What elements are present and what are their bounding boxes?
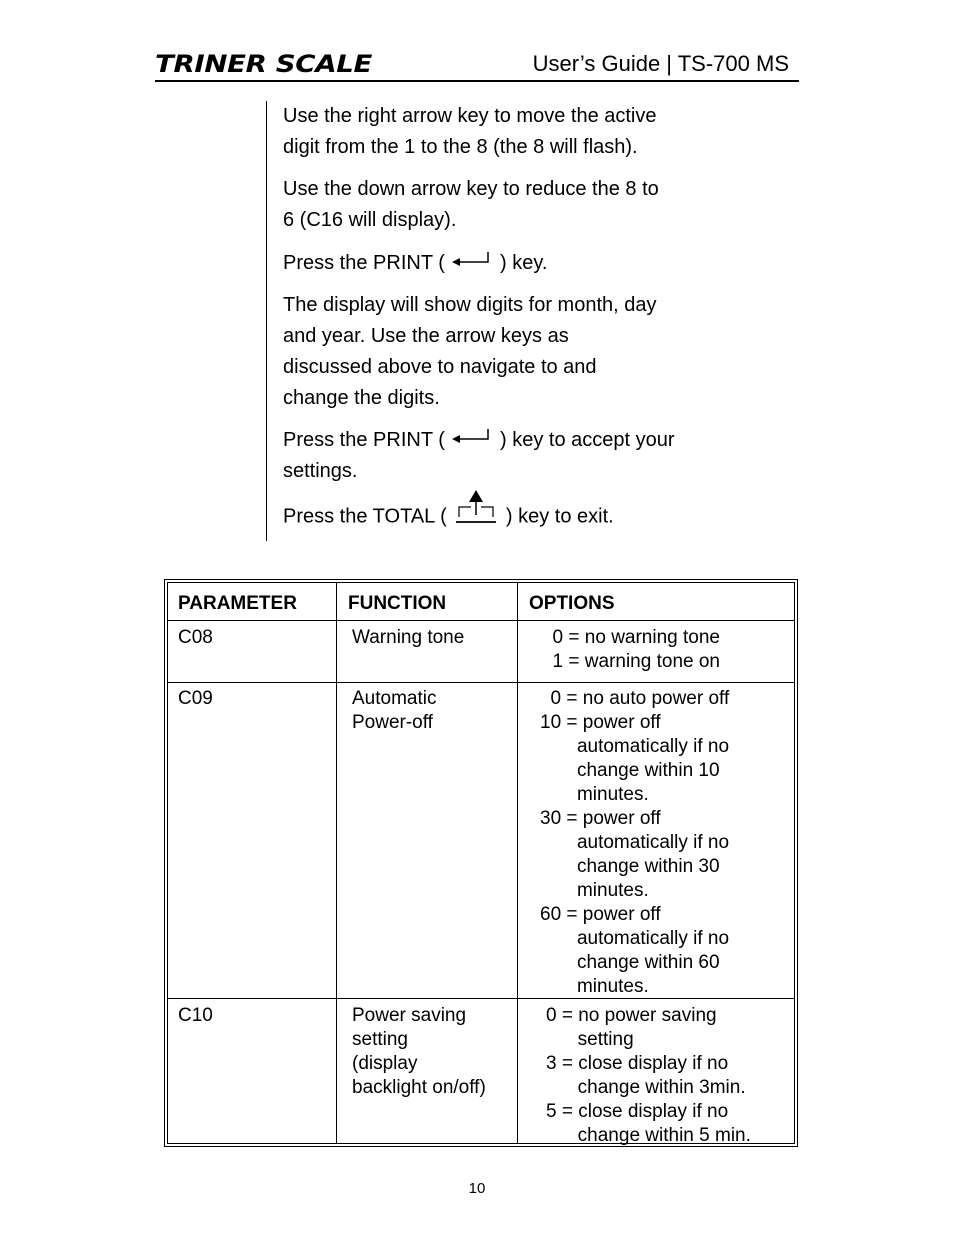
step-press-print [283, 248, 703, 279]
enter-key-icon [450, 425, 494, 456]
column-header-options: OPTIONS [529, 593, 615, 614]
row-divider [168, 682, 794, 683]
step-reduce-digit [283, 174, 703, 236]
table-cell-function: Warning tone [352, 627, 465, 648]
table-cell-options: 0 = no power saving setting 3 = close display if no change within 3min. 5 = close display if no change within 5 min. [546, 1005, 751, 1146]
row-divider [168, 620, 794, 621]
table-grid [167, 582, 795, 1144]
parameter-table [164, 579, 798, 1147]
step-text: ) key. [500, 252, 548, 274]
step-text: Press the PRINT ( [283, 252, 445, 274]
step-line: 6 (C16 will display). [283, 209, 457, 231]
table-cell-parameter: C08 [178, 627, 213, 648]
column-divider [336, 583, 337, 1143]
step-text: ) key to accept your [500, 429, 675, 451]
guide-title: User’s Guide | TS-700 MS [532, 51, 789, 76]
step-press-total [283, 499, 703, 535]
step-line: The display will show digits for month, day [283, 294, 657, 316]
enter-key-icon [450, 248, 494, 279]
step-text: Press the TOTAL ( [283, 505, 447, 528]
table-cell-function: Automatic Power-off [352, 688, 437, 733]
page-number: 10 [468, 1180, 486, 1197]
step-date-digits [283, 290, 703, 414]
step-move-digit [283, 101, 703, 163]
step-line: digit from the 1 to the 8 (the 8 will flash). [283, 136, 638, 158]
column-header-parameter: PARAMETER [178, 593, 297, 614]
table-cell-function: Power saving setting (display backlight on/off) [352, 1005, 486, 1098]
step-text: ) key to exit. [505, 505, 614, 528]
total-key-icon [452, 499, 500, 535]
table-cell-parameter: C10 [178, 1005, 213, 1026]
instruction-steps [266, 101, 707, 541]
table-cell-options: 0 = no warning tone 1 = warning tone on [552, 627, 720, 672]
step-line: settings. [283, 460, 358, 483]
step-line [283, 425, 703, 456]
step-accept-settings [283, 425, 703, 487]
column-header-function: FUNCTION [348, 593, 447, 614]
page-header [155, 44, 799, 82]
step-line: Use the right arrow key to move the active [283, 105, 657, 127]
column-divider [517, 583, 518, 1143]
step-text: Press the PRINT ( [283, 429, 445, 451]
brand-logo: TRINER SCALE [155, 50, 372, 78]
table-cell-options: 0 = no auto power off 10 = power off automatically if no change within 10 minutes. 30 = power off automatically if no change within 30 minutes. 60 = power off automatically if no change within 60 minutes. [540, 688, 730, 997]
step-line: discussed above to navigate to and [283, 356, 597, 378]
step-line: change the digits. [283, 387, 440, 409]
table-cell-parameter: C09 [178, 688, 213, 709]
step-line: Use the down arrow key to reduce the 8 to [283, 178, 659, 200]
step-line: and year. Use the arrow keys as [283, 325, 569, 347]
